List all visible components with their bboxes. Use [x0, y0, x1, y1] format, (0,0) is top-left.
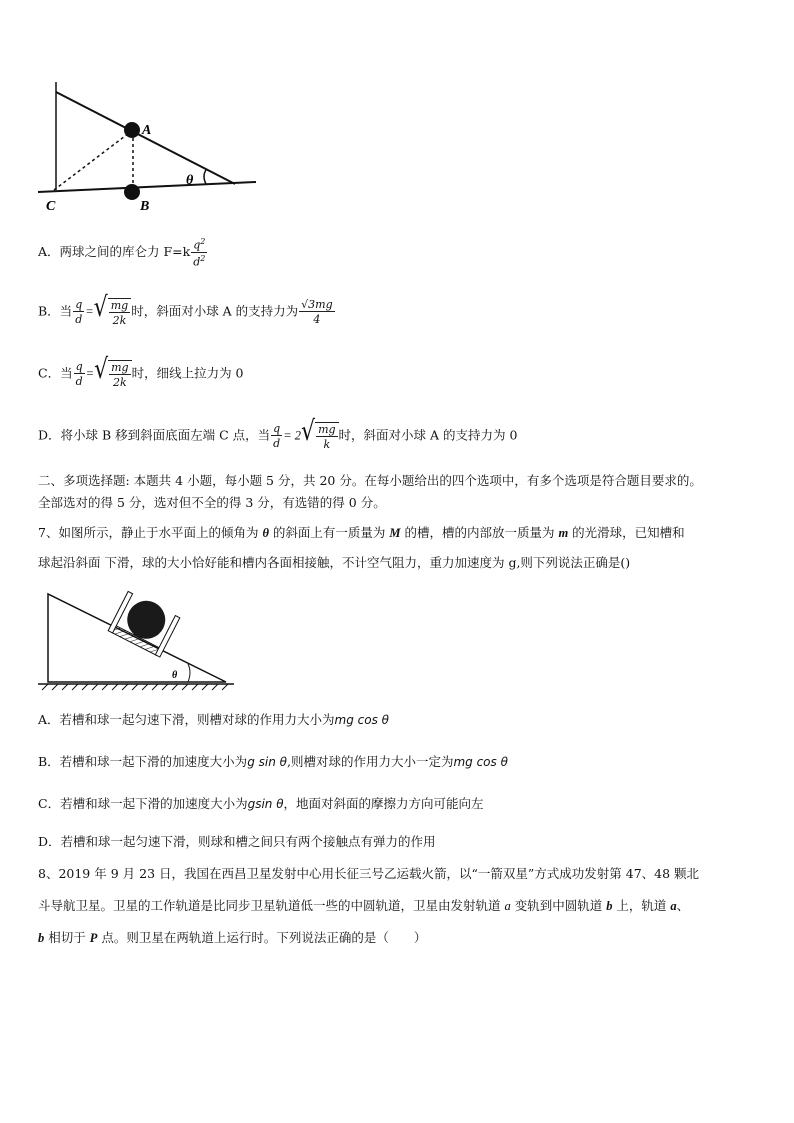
q8-line-2-b: 变轨到中圆轨道 [510, 898, 607, 913]
angle-arc [188, 664, 190, 682]
q7-stem-a: 7、如图所示，静止于水平面上的倾角为 [38, 525, 263, 540]
q7-stem-M: M [389, 526, 401, 540]
q6-option-a-fraction [191, 238, 207, 267]
q7-stem [38, 518, 758, 578]
q6-option-b-eq: = [85, 304, 94, 319]
label-theta: θ [186, 173, 194, 188]
q7-option-c-text-1: C．若槽和球一起下滑的加速度大小为 [38, 796, 248, 811]
q6-option-d [38, 416, 518, 451]
q6-option-c-root-den: 2k [113, 376, 127, 389]
incline-surface [56, 92, 235, 184]
q6-option-d-root-num: mg [318, 423, 336, 436]
q6-option-a [38, 238, 208, 267]
q8-line-3 [38, 922, 758, 954]
q8-orbit-a-2: a [670, 899, 677, 913]
q6-option-a-num-exp: 2 [200, 237, 206, 246]
q6-option-c-prefix: C．当 [38, 365, 73, 381]
q6-option-b-root-num: mg [110, 299, 129, 312]
q6-option-b-q: q [75, 298, 83, 311]
q8-orbit-b-2: b [38, 931, 45, 945]
q7-option-b-text-1: B．若槽和球一起下滑的加速度大小为 [38, 754, 248, 769]
section-2-line-2: 全部选对的得 5 分，选对但不全的得 3 分，有选错的得 0 分。 [38, 495, 386, 510]
q6-option-d-q: q [273, 422, 281, 435]
q7-option-b [38, 752, 508, 770]
q6-option-a-den-exp: 2 [200, 253, 206, 263]
q7-stem-m: m [558, 526, 569, 540]
q7-option-a-expr: mg cos θ [334, 713, 389, 727]
ball-b [124, 184, 140, 200]
q6-option-b-root-den: 2k [112, 314, 127, 327]
q6-option-c-eq: = [85, 366, 95, 381]
q7-stem-c: 的槽，槽的内部放一质量为 [400, 525, 559, 540]
q8-line-2 [38, 890, 758, 922]
q7-option-d [38, 832, 436, 850]
q6-option-d-eq: = 2 [283, 428, 302, 443]
q7-stem-line-2: 球起沿斜面 下滑，球的大小恰好能和槽内各面相接触，不计空气阻力，重力加速度为 g,则下列说法正确是() [38, 555, 631, 570]
q6-option-c-q: q [75, 360, 83, 373]
label-c: C [46, 199, 56, 214]
q7-stem-d: 的光滑球，已知槽和 [568, 525, 685, 540]
incline-bottom [38, 182, 256, 192]
angle-arc [204, 170, 206, 184]
q8-line-3-c: 点。则卫星在两轨道上运行时。下列说法正确的是（ ） [97, 930, 427, 945]
q6-option-b-answer [299, 299, 334, 325]
q6-option-b [38, 292, 336, 327]
q6-option-b-answer-den: 4 [313, 313, 321, 326]
q6-option-b-prefix: B．当 [38, 303, 73, 319]
q6-option-a-num: q [193, 238, 201, 252]
q7-option-b-expr-2: mg cos θ [453, 755, 508, 769]
q7-option-c-expr: gsin θ [247, 797, 284, 811]
q6-option-c [38, 354, 244, 389]
q8-point-p: P [89, 931, 98, 945]
q7-option-c [38, 794, 484, 812]
q6-option-a-text: A．两球之间的库仑力 F=k [38, 244, 191, 260]
q8-line-3-a: 相切于 [44, 930, 90, 945]
ball-a [124, 122, 140, 138]
q6-option-b-d: d [75, 313, 83, 326]
q6-option-b-answer-num: √3mg [301, 298, 333, 311]
q7-option-a-text: A．若槽和球一起匀速下滑，则槽对球的作用力大小为 [38, 712, 335, 727]
q6-option-d-sqrt: √ $\frac{mg}{k}$ [301, 422, 339, 450]
q8-stem [38, 858, 758, 954]
q6-option-c-sqrt: √ $\frac{mg}{2k}$ [94, 360, 132, 388]
figure-slot-ball-incline [36, 586, 236, 692]
section-2-instructions [38, 470, 758, 514]
ground-hatching [42, 684, 228, 690]
q7-stem-theta: θ [262, 526, 269, 540]
label-theta: θ [172, 670, 178, 681]
q6-option-d-suffix: 时，斜面对小球 A 的支持力为 0 [338, 427, 518, 443]
q7-option-b-expr-1: g sin θ [247, 755, 287, 769]
q6-option-c-suffix: 时，细线上拉力为 0 [131, 365, 244, 381]
q6-option-c-d: d [75, 375, 83, 388]
q7-option-b-text-2: ,则槽对球的作用力大小一定为 [286, 754, 454, 769]
q6-option-a-den: d [193, 255, 201, 269]
q7-option-d-text: D．若槽和球一起匀速下滑，则球和槽之间只有两个接触点有弹力的作用 [38, 834, 436, 849]
q8-line-2-c: 上，轨道 [612, 898, 671, 913]
q7-stem-line-1 [38, 518, 758, 548]
label-a: A [142, 123, 152, 138]
q8-line-1: 8、2019 年 9 月 23 日，我国在西昌卫星发射中心用长征三号乙运载火箭，以“一箭双星”方式成功发射第 47、48 颗北 [38, 866, 700, 881]
q6-option-d-d: d [273, 437, 281, 450]
figure-incline-charges [30, 78, 262, 218]
q7-stem-b: 的斜面上有一质量为 [268, 525, 390, 540]
q6-option-d-root-den: k [323, 438, 331, 451]
section-2-line-1: 二、多项选择题: 本题共 4 小题，每小题 5 分，共 20 分。在每小题给出的四个选项中，有多个选项是符合题目要求的。 [38, 473, 702, 488]
q7-option-c-text-2: ，地面对斜面的摩擦力方向可能向左 [283, 796, 484, 811]
label-b: B [140, 199, 150, 214]
q6-option-b-sqrt: √ $\frac{mg}{2k}$ [94, 298, 132, 326]
q8-orbit-a: a [504, 899, 511, 913]
q6-option-d-prefix: D．将小球 B 移到斜面底面左端 C 点，当 [38, 427, 271, 443]
q8-line-2-a: 斗导航卫星。卫星的工作轨道是比同步卫星轨道低一些的中圆轨道，卫星由发射轨道 [38, 898, 505, 913]
q8-line-2-d: 、 [676, 898, 690, 913]
q6-option-c-root-num: mg [111, 361, 129, 374]
q6-option-b-mid: 时，斜面对小球 A 的支持力为 [131, 303, 299, 319]
dashed-line-c-to-a [54, 130, 133, 190]
q6-option-b-qd [73, 299, 84, 325]
q6-option-d-qd [271, 423, 282, 449]
q7-option-a [38, 710, 389, 728]
q8-orbit-b: b [606, 899, 613, 913]
slot [108, 590, 181, 657]
q6-option-c-qd [74, 361, 85, 387]
